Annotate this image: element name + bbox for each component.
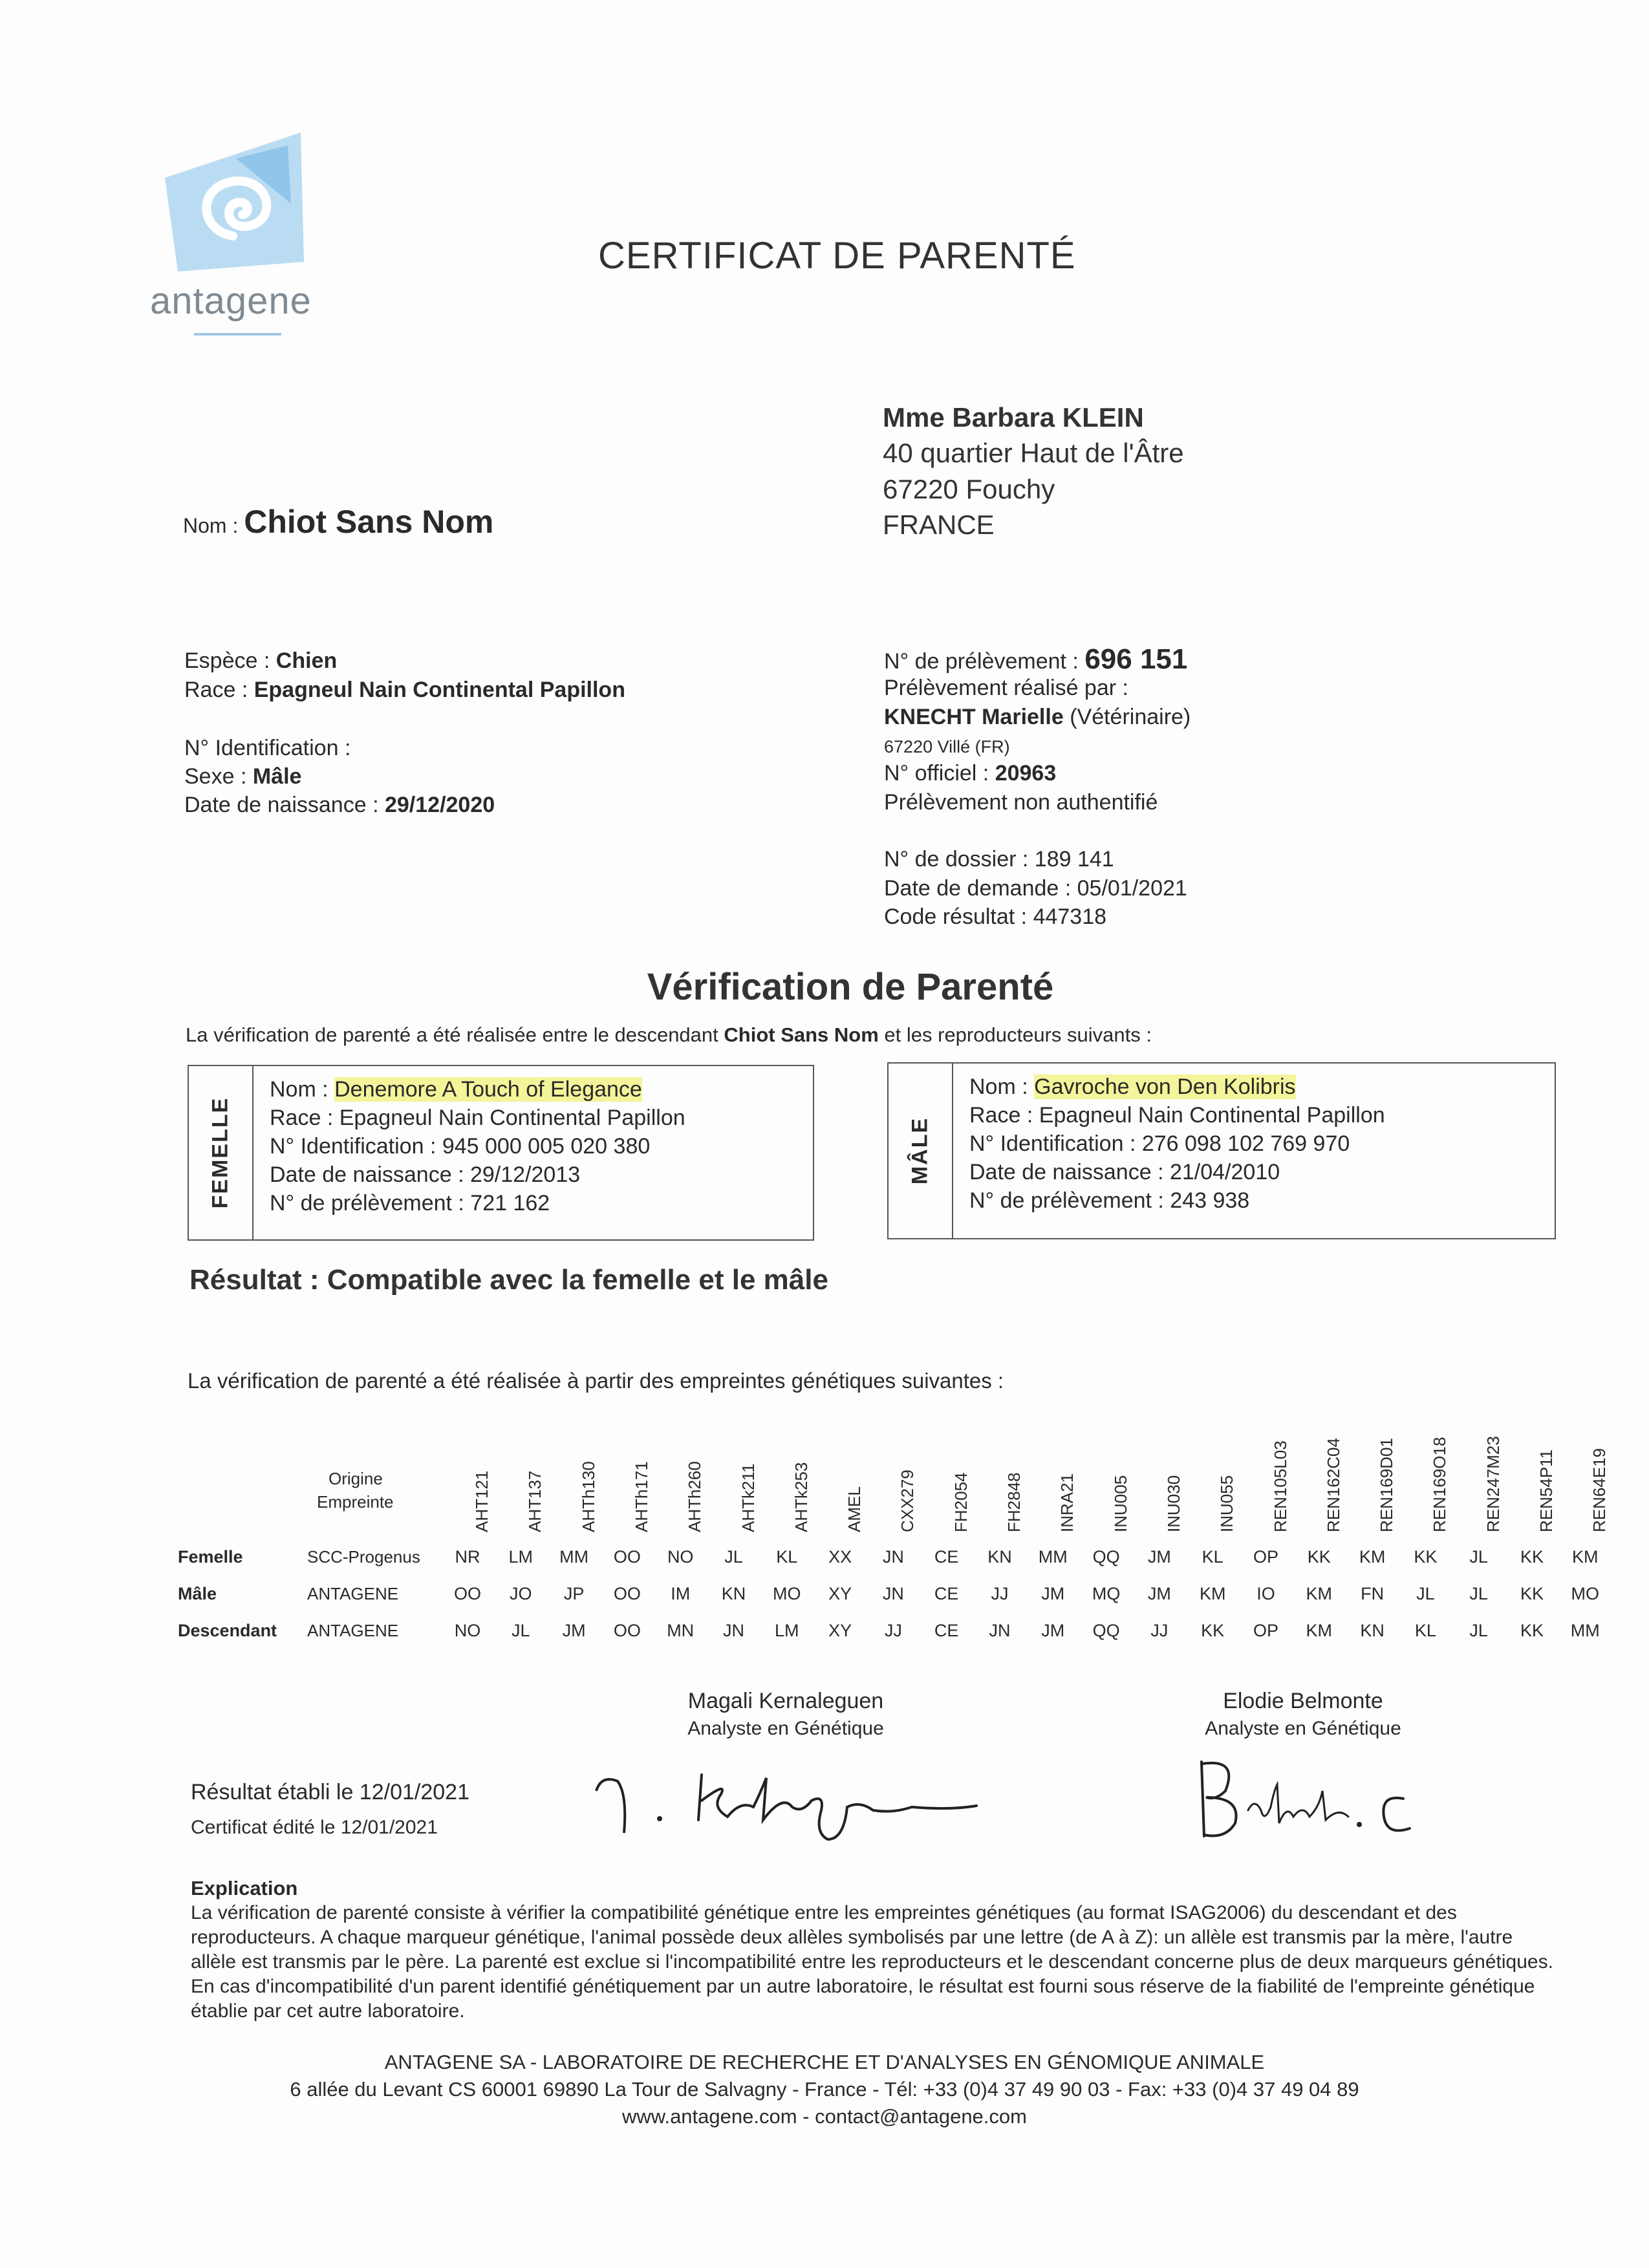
logo-underline: [194, 333, 281, 336]
marker-header: AHTk211: [738, 1463, 758, 1532]
genotype-cell: KK: [1520, 1547, 1544, 1567]
page-title: CERTIFICAT DE PARENTÉ: [598, 235, 1076, 277]
code-resultat-line: Code résultat : 447318: [884, 904, 1107, 929]
officiel-value: 20963: [995, 761, 1057, 786]
race-label: Race :: [184, 678, 248, 702]
row-origin: ANTAGENE: [307, 1621, 399, 1640]
signatory-2-role: Analyste en Génétique: [1205, 1718, 1401, 1739]
intro-part-b: Chiot Sans Nom: [724, 1023, 879, 1046]
prelevement-num: 696 151: [1084, 643, 1188, 675]
femelle-details: [270, 1075, 685, 1217]
genotype-cell: CE: [934, 1584, 959, 1603]
genotype-cell: JL: [1469, 1621, 1488, 1640]
genotype-cell: OO: [613, 1621, 641, 1640]
male-ident: N° Identification : 276 098 102 769 970: [969, 1131, 1350, 1156]
genotype-cell: NO: [667, 1547, 694, 1567]
genotype-cell: XX: [828, 1547, 852, 1567]
genotype-cell: KM: [1306, 1584, 1333, 1603]
marker-header: FH2848: [1004, 1472, 1024, 1532]
veterinaire-city: 67220 Villé (FR): [884, 737, 1010, 756]
genotype-cell: NR: [455, 1547, 480, 1567]
espece-value: Chien: [275, 648, 338, 673]
femelle-nom: Denemore A Touch of Elegance: [334, 1077, 642, 1102]
verification-title: Vérification de Parenté: [647, 966, 1054, 1008]
genotype-cell: NO: [454, 1621, 481, 1640]
prelevement-num-line: [884, 643, 1187, 676]
genotype-cell: KK: [1414, 1547, 1438, 1567]
male-race: Race : Epagneul Nain Continental Papillon: [969, 1103, 1385, 1128]
male-side-label: MÂLE: [907, 1117, 932, 1185]
intro-part-c: et les reproducteurs suivants :: [878, 1023, 1152, 1046]
espece-label: Espèce :: [184, 648, 270, 673]
race-value: Epagneul Nain Continental Papillon: [253, 678, 625, 702]
veterinaire-name: KNECHT Marielle: [884, 705, 1064, 729]
marker-header: REN105L03: [1270, 1440, 1290, 1532]
recipient-name: Mme Barbara KLEIN: [883, 402, 1144, 433]
genotype-cell: OO: [613, 1547, 641, 1567]
genotype-cell: IO: [1256, 1584, 1275, 1603]
genotype-cell: MM: [559, 1547, 589, 1567]
genotype-cell: JP: [563, 1584, 585, 1603]
genotype-cell: QQ: [1092, 1547, 1120, 1567]
animal-name-line: [183, 503, 493, 540]
male-prelevement: N° de prélèvement : 243 938: [969, 1188, 1250, 1213]
genotype-cell: OO: [453, 1584, 481, 1603]
genotype-cell: MQ: [1092, 1584, 1121, 1603]
genotype-cell: MM: [1570, 1621, 1600, 1640]
marker-header: INU005: [1110, 1475, 1130, 1532]
genotype-cell: MM: [1038, 1547, 1068, 1567]
genotype-cell: KN: [1360, 1621, 1385, 1640]
femelle-box: [188, 1065, 814, 1241]
male-nom: Gavroche von Den Kolibris: [1034, 1075, 1296, 1099]
naissance-value: 29/12/2020: [384, 793, 495, 817]
row-origin: SCC-Progenus: [307, 1547, 420, 1567]
naissance-label: Date de naissance :: [184, 793, 379, 817]
genotype-cell: KM: [1572, 1547, 1599, 1567]
explication-title: Explication: [191, 1877, 298, 1899]
footer-line-1: ANTAGENE SA - LABORATOIRE DE RECHERCHE ET D'ANALYSES EN GÉNOMIQUE ANIMALE: [384, 2051, 1265, 2073]
genotype-cell: KN: [987, 1547, 1012, 1567]
marker-header: AHT137: [525, 1470, 545, 1532]
femelle-nom-line: [270, 1075, 685, 1104]
demande-line: Date de demande : 05/01/2021: [884, 876, 1187, 901]
genotype-cell: KN: [721, 1584, 746, 1603]
footer-line-3: www.antagene.com - contact@antagene.com: [622, 2105, 1027, 2128]
genotype-cell: FN: [1361, 1584, 1385, 1603]
femelle-nom-label: Nom :: [270, 1077, 335, 1102]
signatory-1-name: Magali Kernaleguen: [687, 1689, 884, 1713]
femelle-side-label: FEMELLE: [208, 1097, 233, 1209]
genotype-cell: KM: [1199, 1584, 1226, 1603]
prelevement-num-label: N° de prélèvement :: [884, 649, 1079, 674]
genotype-cell: JM: [1147, 1547, 1171, 1567]
veterinaire-role: (Vétérinaire): [1070, 705, 1191, 729]
marker-header: FH2054: [951, 1472, 971, 1532]
marker-header: INRA21: [1057, 1473, 1077, 1532]
espece-line: [184, 648, 337, 674]
recipient-address-1: 40 quartier Haut de l'Âtre: [883, 438, 1184, 468]
genotype-cell: JJ: [1150, 1621, 1169, 1640]
signatory-1-role: Analyste en Génétique: [687, 1718, 884, 1739]
femelle-prelevement: N° de prélèvement : 721 162: [270, 1191, 550, 1215]
genotype-cell: KL: [1202, 1547, 1223, 1567]
recipient-address-2: 67220 Fouchy: [883, 474, 1055, 504]
genotype-cell: JL: [724, 1547, 743, 1567]
genotype-cell: JJ: [884, 1621, 902, 1640]
dossier-line: N° de dossier : 189 141: [884, 847, 1114, 872]
row-label: Mâle: [178, 1584, 217, 1603]
genotype-cell: JN: [882, 1547, 904, 1567]
male-naissance: Date de naissance : 21/04/2010: [969, 1160, 1280, 1184]
genotype-cell: JM: [1041, 1584, 1065, 1603]
genotype-cell: CE: [934, 1621, 959, 1640]
marker-header: INU055: [1217, 1475, 1237, 1532]
genotype-cell: IM: [671, 1584, 691, 1603]
femelle-race: Race : Epagneul Nain Continental Papillon: [270, 1106, 685, 1130]
result-line: Résultat : Compatible avec la femelle et le mâle: [189, 1264, 828, 1296]
genotype-cell: KL: [1414, 1621, 1436, 1640]
genotype-cell: KK: [1307, 1547, 1331, 1567]
marker-header: REN247M23: [1483, 1436, 1503, 1532]
recipient-address-3: FRANCE: [883, 509, 995, 540]
genotype-cell: JL: [1469, 1547, 1488, 1567]
row-label: Femelle: [178, 1547, 243, 1567]
genotype-cell: QQ: [1092, 1621, 1120, 1640]
marker-header: AHTh130: [578, 1461, 598, 1532]
marker-header: AHTh260: [685, 1461, 705, 1532]
femelle-ident: N° Identification : 945 000 005 020 380: [270, 1134, 651, 1159]
marker-header: INU030: [1163, 1475, 1183, 1532]
signatory-2-name: Elodie Belmonte: [1223, 1689, 1383, 1713]
sexe-label: Sexe :: [184, 764, 247, 789]
genotype-cell: JL: [512, 1621, 530, 1640]
genotype-cell: LM: [775, 1621, 799, 1640]
row-origin: ANTAGENE: [307, 1584, 399, 1603]
veterinaire-line: [884, 705, 1191, 730]
explication-text: La vérification de parenté consiste à vérifier la compatibilité génétique entre les empreintes génétiques (au format ISAG2006) du descendant et des reproducteurs. A chaque marqueur génétique, l'animal possède deux allèles symbolisés par une lettre (de A à Z): un allèle est transmis par la mère, l'autre allèle est transmis par le père. La parenté est exclue si l'incompatibilité entre les reproducteurs et le descendant concerne plus de deux marqueurs génétiques. En cas d'incompatibilité d'un parent identifié génétiquement par un autre laboratoire, le résultat est fourni sous réserve de la fiabilité de l'empreinte génétique établie par cet autre laboratoire.: [191, 1902, 1553, 2022]
genotype-cell: JL: [1469, 1584, 1488, 1603]
logo-text: antagene: [150, 280, 312, 322]
genotype-cell: JN: [989, 1621, 1011, 1640]
genotype-cell: KM: [1359, 1547, 1386, 1567]
genotype-cell: MO: [1571, 1584, 1600, 1603]
genotype-cell: CE: [934, 1547, 959, 1567]
marker-header: AHTk253: [791, 1462, 811, 1532]
naissance-line: [184, 793, 495, 818]
marker-header: REN162C04: [1323, 1438, 1343, 1532]
genotype-cell: MN: [667, 1621, 695, 1640]
genotype-cell: JN: [882, 1584, 904, 1603]
identification-line: N° Identification :: [184, 736, 351, 760]
row-label: Descendant: [178, 1621, 277, 1640]
male-details: [969, 1073, 1385, 1215]
marker-header: REN169O18: [1430, 1437, 1450, 1532]
race-line: [184, 678, 625, 703]
genotype-cell: KK: [1520, 1621, 1544, 1640]
empreintes-intro: La vérification de parenté a été réalisée à partir des empreintes génétiques suivantes :: [188, 1369, 1004, 1393]
genotype-cell: KM: [1306, 1621, 1333, 1640]
genotype-cell: KL: [776, 1547, 798, 1567]
marker-header: AHT121: [472, 1470, 491, 1532]
genotype-cell: JN: [723, 1621, 744, 1640]
genotype-cell: XY: [828, 1621, 852, 1640]
femelle-naissance: Date de naissance : 29/12/2013: [270, 1162, 581, 1187]
genotype-cell: MO: [773, 1584, 801, 1603]
resultat-date: Résultat établi le 12/01/2021: [191, 1780, 469, 1804]
authentification-status: Prélèvement non authentifié: [884, 790, 1158, 815]
signature-2-image: [1190, 1746, 1423, 1862]
genotype-cell: LM: [508, 1547, 534, 1567]
male-side: [889, 1064, 953, 1238]
footer-line-2: 6 allée du Levant CS 60001 69890 La Tour de Salvagny - France - Tél: +33 (0)4 37 49 90 03 - Fax: +33 (0)4 37 49 04 89: [290, 2078, 1359, 2101]
marker-header: REN54P11: [1536, 1449, 1556, 1532]
genotype-cell: OO: [613, 1584, 641, 1603]
marker-header: AHTh171: [631, 1461, 651, 1532]
male-nom-label: Nom :: [969, 1075, 1035, 1099]
marker-header: CXX279: [898, 1470, 918, 1532]
officiel-line: [884, 761, 1056, 786]
genotype-cell: OP: [1253, 1621, 1278, 1640]
animal-name-label: Nom :: [183, 514, 239, 537]
genotype-cell: JL: [1416, 1584, 1435, 1603]
marker-header: REN169D01: [1377, 1438, 1397, 1532]
verification-intro: [186, 1023, 1152, 1047]
officiel-label: N° officiel :: [884, 761, 989, 786]
male-nom-line: [969, 1073, 1385, 1101]
prelevement-par: Prélèvement réalisé par :: [884, 676, 1128, 700]
genotype-cell: OP: [1253, 1547, 1278, 1567]
marker-header: AMEL: [845, 1486, 865, 1532]
intro-part-a: La vérification de parenté a été réalisée entre le descendant: [186, 1023, 724, 1046]
certificat-date: Certificat édité le 12/01/2021: [191, 1817, 438, 1838]
genotype-cell: JO: [510, 1584, 532, 1603]
genotype-cell: XY: [828, 1584, 852, 1603]
genotype-cell: KK: [1520, 1584, 1544, 1603]
genotype-cell: JM: [1147, 1584, 1171, 1603]
animal-name: Chiot Sans Nom: [244, 504, 494, 540]
genotype-cell: JM: [1041, 1621, 1065, 1640]
genotype-cell: JJ: [991, 1584, 1009, 1603]
genotype-cell: JM: [562, 1621, 586, 1640]
male-box: [887, 1062, 1556, 1239]
sexe-value: Mâle: [252, 764, 302, 789]
genotype-cell: KK: [1201, 1621, 1225, 1640]
origin-header-1: Origine: [329, 1469, 383, 1488]
origin-header-2: Empreinte: [317, 1492, 394, 1512]
marker-header: REN64E19: [1590, 1448, 1610, 1532]
femelle-side: [189, 1066, 253, 1239]
signature-1-image: [588, 1755, 989, 1852]
sexe-line: [184, 764, 301, 789]
